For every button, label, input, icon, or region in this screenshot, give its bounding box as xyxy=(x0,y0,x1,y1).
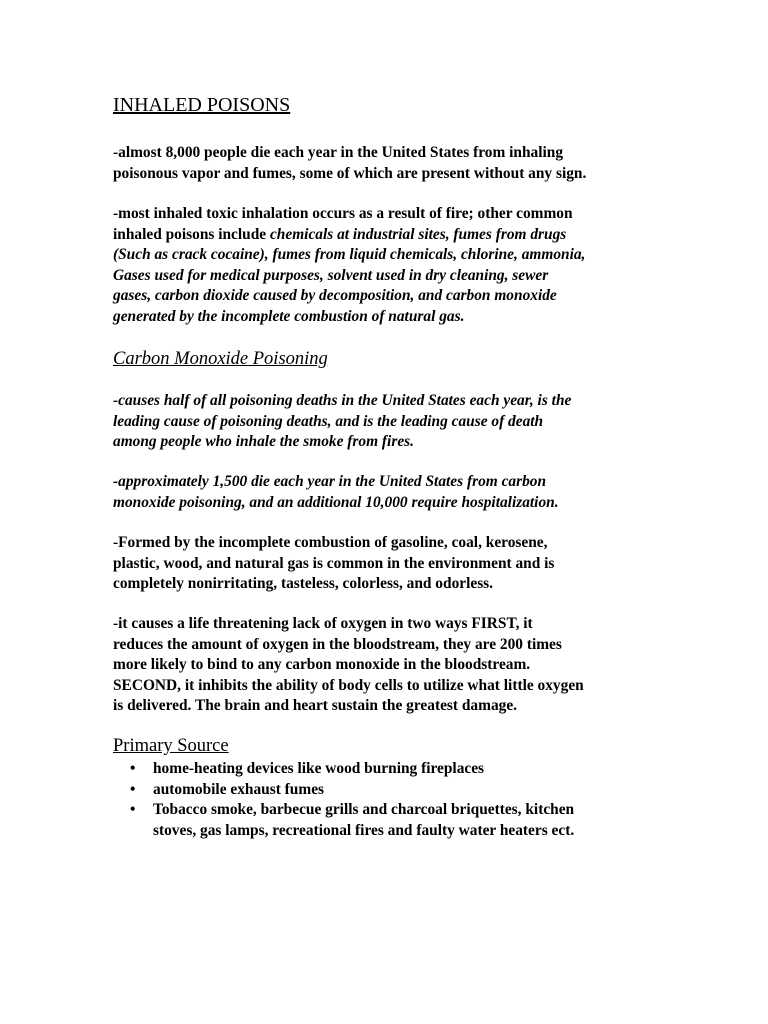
text-line: monoxide poisoning, and an additional 10,000 require hospitalization. xyxy=(113,493,559,511)
text-line: stoves, gas lamps, recreational fires and faulty water heaters ect. xyxy=(153,821,575,839)
text-line: -most inhaled toxic inhalation occurs as a result of fire; other common xyxy=(113,205,573,222)
text-line: among people who inhale the smoke from fires. xyxy=(113,433,414,450)
text-line: plastic, wood, and natural gas is common in the environment and is xyxy=(113,554,555,572)
italic-text-run: (Such as crack cocaine) xyxy=(113,246,265,263)
text-line: gases, carbon dioxide caused by decomposition, and carbon monoxide xyxy=(113,287,557,304)
text-line: completely nonirritating, tasteless, colorless, and odorless. xyxy=(113,575,494,592)
bullet-icon: • xyxy=(130,760,136,777)
carbon-monoxide-heading: Carbon Monoxide Poisoning xyxy=(113,349,328,369)
list-item xyxy=(130,759,690,780)
text-line xyxy=(113,245,673,266)
text-line: generated by the incomplete combustion of natural gas. xyxy=(113,307,465,325)
text-line: -it causes a life threatening lack of oxygen in two ways FIRST, it xyxy=(113,615,533,632)
text-line: -causes half of all poisoning deaths in the United States each year, is the xyxy=(113,392,572,409)
italic-text-run: chemicals at industrial sites, fumes from drugs xyxy=(269,225,567,243)
text-line: SECOND, it inhibits the ability of body cells to utilize what little oxygen xyxy=(113,676,584,694)
list-item xyxy=(130,800,690,841)
co-paragraph-4 xyxy=(113,614,673,717)
list-item xyxy=(130,780,690,801)
text-line xyxy=(113,225,673,246)
text-line: more likely to bind to any carbon monoxide in the bloodstream. xyxy=(113,656,531,673)
intro-paragraph-2 xyxy=(113,204,673,327)
text-line: reduces the amount of oxygen in the bloodstream, they are 200 times xyxy=(113,635,562,653)
text-line: -approximately 1,500 die each year in the United States from carbon xyxy=(113,473,547,490)
co-paragraph-1 xyxy=(113,391,673,453)
primary-source-list xyxy=(130,759,690,841)
bullet-icon: • xyxy=(130,801,136,818)
text-line: leading cause of poisoning deaths, and is the leading cause of death xyxy=(113,412,544,430)
text-run: inhaled poisons include xyxy=(113,225,270,243)
text-line: -Formed by the incomplete combustion of gasoline, coal, kerosene, xyxy=(113,534,548,551)
italic-text-run: , fumes from liquid chemicals, chlorine, ammonia, xyxy=(264,246,586,263)
page-title: INHALED POISONS xyxy=(113,94,291,116)
co-paragraph-3 xyxy=(113,533,673,595)
text-line: poisonous vapor and fumes, some of which are present without any sign. xyxy=(113,164,587,182)
text-line: Tobacco smoke, barbecue grills and charcoal briquettes, kitchen xyxy=(153,801,575,818)
bullet-icon: • xyxy=(130,780,136,798)
text-line: Gases used for medical purposes, solvent used in dry cleaning, sewer xyxy=(113,266,549,284)
text-line: automobile exhaust fumes xyxy=(153,780,325,798)
text-line: -almost 8,000 people die each year in the United States from inhaling xyxy=(113,144,564,161)
text-line: home-heating devices like wood burning fireplaces xyxy=(153,760,485,777)
text-line: is delivered. The brain and heart sustain the greatest damage. xyxy=(113,697,518,714)
primary-source-heading: Primary Source xyxy=(113,736,229,756)
intro-paragraph-1 xyxy=(113,143,673,184)
co-paragraph-2 xyxy=(113,472,673,513)
